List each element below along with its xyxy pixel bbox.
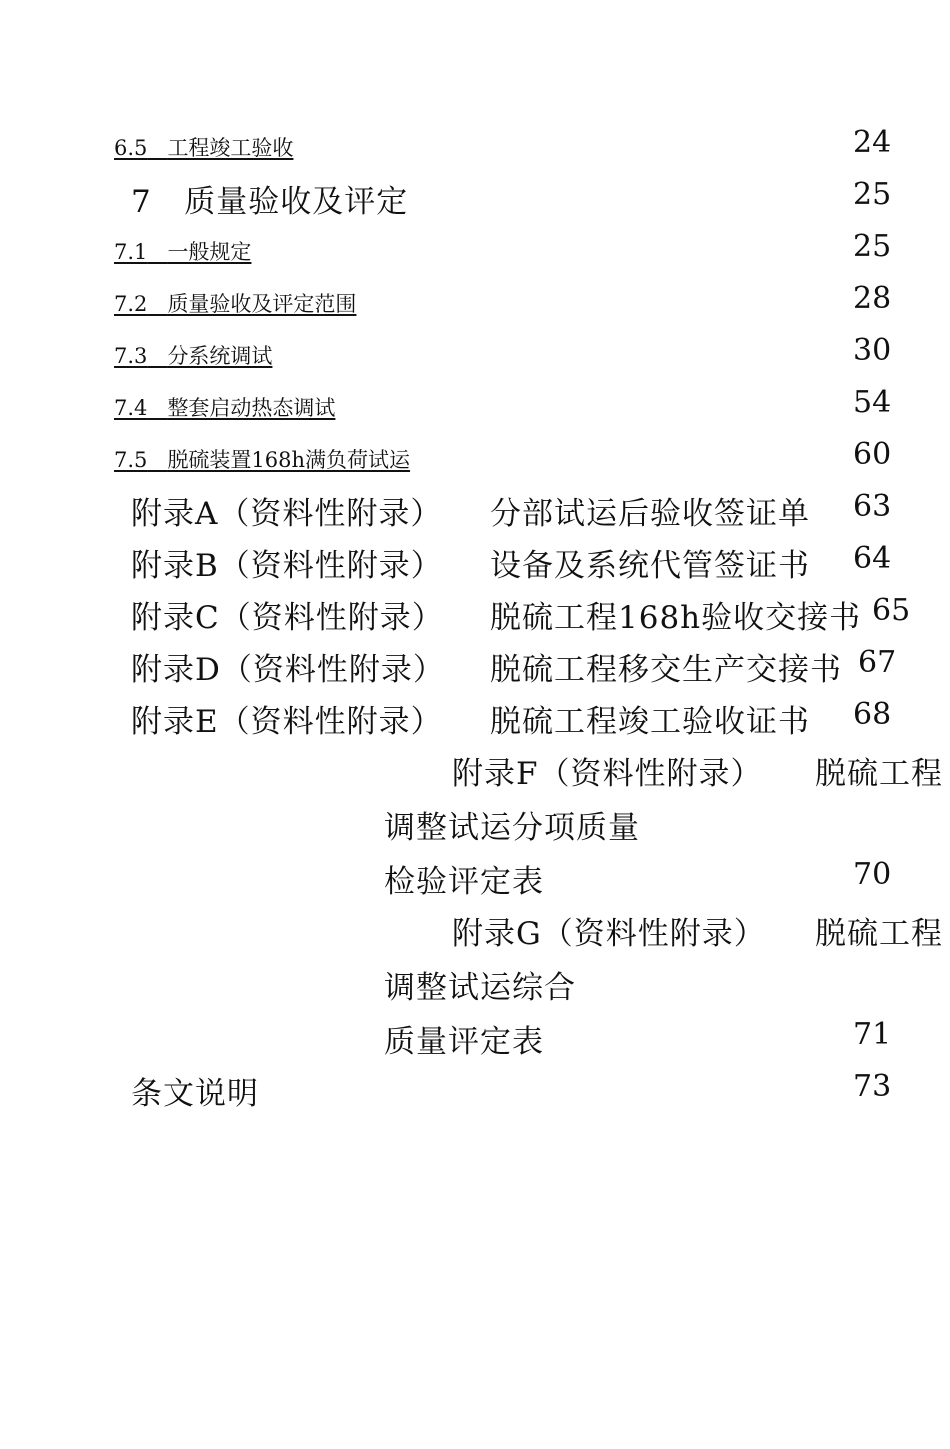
appendix-g-title-line-2: 调整试运综合 [384, 970, 576, 1006]
page-number: 24 [853, 125, 892, 160]
page-number: 71 [853, 1017, 892, 1052]
page-number: 70 [853, 857, 892, 892]
page-number: 68 [853, 697, 892, 732]
appendix-c-title: 脱硫工程168h验收交接书 [490, 600, 862, 636]
page-number: 67 [858, 645, 897, 680]
page-number: 25 [853, 229, 892, 264]
toc-entry-7[interactable]: 7 质量验收及评定 [131, 184, 409, 220]
toc-entry-7-4[interactable]: 7.4 整套启动热态调试 [114, 396, 336, 420]
appendix-c-label[interactable]: 附录C（资料性附录） [131, 600, 444, 636]
page-number: 63 [853, 489, 892, 524]
appendix-d-title: 脱硫工程移交生产交接书 [490, 652, 842, 688]
page-number: 25 [853, 177, 892, 212]
page-number: 65 [872, 593, 911, 628]
toc-entry-7-3[interactable]: 7.3 分系统调试 [114, 344, 273, 368]
appendix-a-label[interactable]: 附录A（资料性附录） [131, 496, 443, 532]
appendix-f-title-line-3: 检验评定表 [384, 864, 544, 900]
appendix-g-label[interactable]: 附录G（资料性附录） [452, 916, 766, 952]
appendix-f-label[interactable]: 附录F（资料性附录） [452, 756, 763, 792]
toc-entry-7-5[interactable]: 7.5 脱硫装置168h满负荷试运 [114, 448, 411, 472]
appendix-f-title-line-1: 脱硫工程 [815, 756, 943, 792]
appendix-g-title-line-3: 质量评定表 [384, 1024, 544, 1060]
toc-entry-explanatory-notes[interactable]: 条文说明 [131, 1076, 259, 1112]
page-number: 60 [853, 437, 892, 472]
appendix-b-label[interactable]: 附录B（资料性附录） [131, 548, 443, 584]
page-number: 54 [853, 385, 892, 420]
appendix-g-title-line-1: 脱硫工程 [815, 916, 943, 952]
page-number: 64 [853, 541, 892, 576]
appendix-e-label[interactable]: 附录E（资料性附录） [131, 704, 443, 740]
toc-entry-7-1[interactable]: 7.1 一般规定 [114, 240, 252, 264]
appendix-e-title: 脱硫工程竣工验收证书 [490, 704, 810, 740]
appendix-d-label[interactable]: 附录D（资料性附录） [131, 652, 445, 688]
toc-entry-7-2[interactable]: 7.2 质量验收及评定范围 [114, 292, 357, 316]
page-number: 28 [853, 281, 892, 316]
toc-entry-6-5[interactable]: 6.5 工程竣工验收 [114, 136, 294, 160]
appendix-f-title-line-2: 调整试运分项质量 [384, 810, 640, 846]
page-number: 30 [853, 333, 892, 368]
appendix-b-title: 设备及系统代管签证书 [490, 548, 810, 584]
page-number: 73 [853, 1069, 892, 1104]
appendix-a-title: 分部试运后验收签证单 [490, 496, 810, 532]
